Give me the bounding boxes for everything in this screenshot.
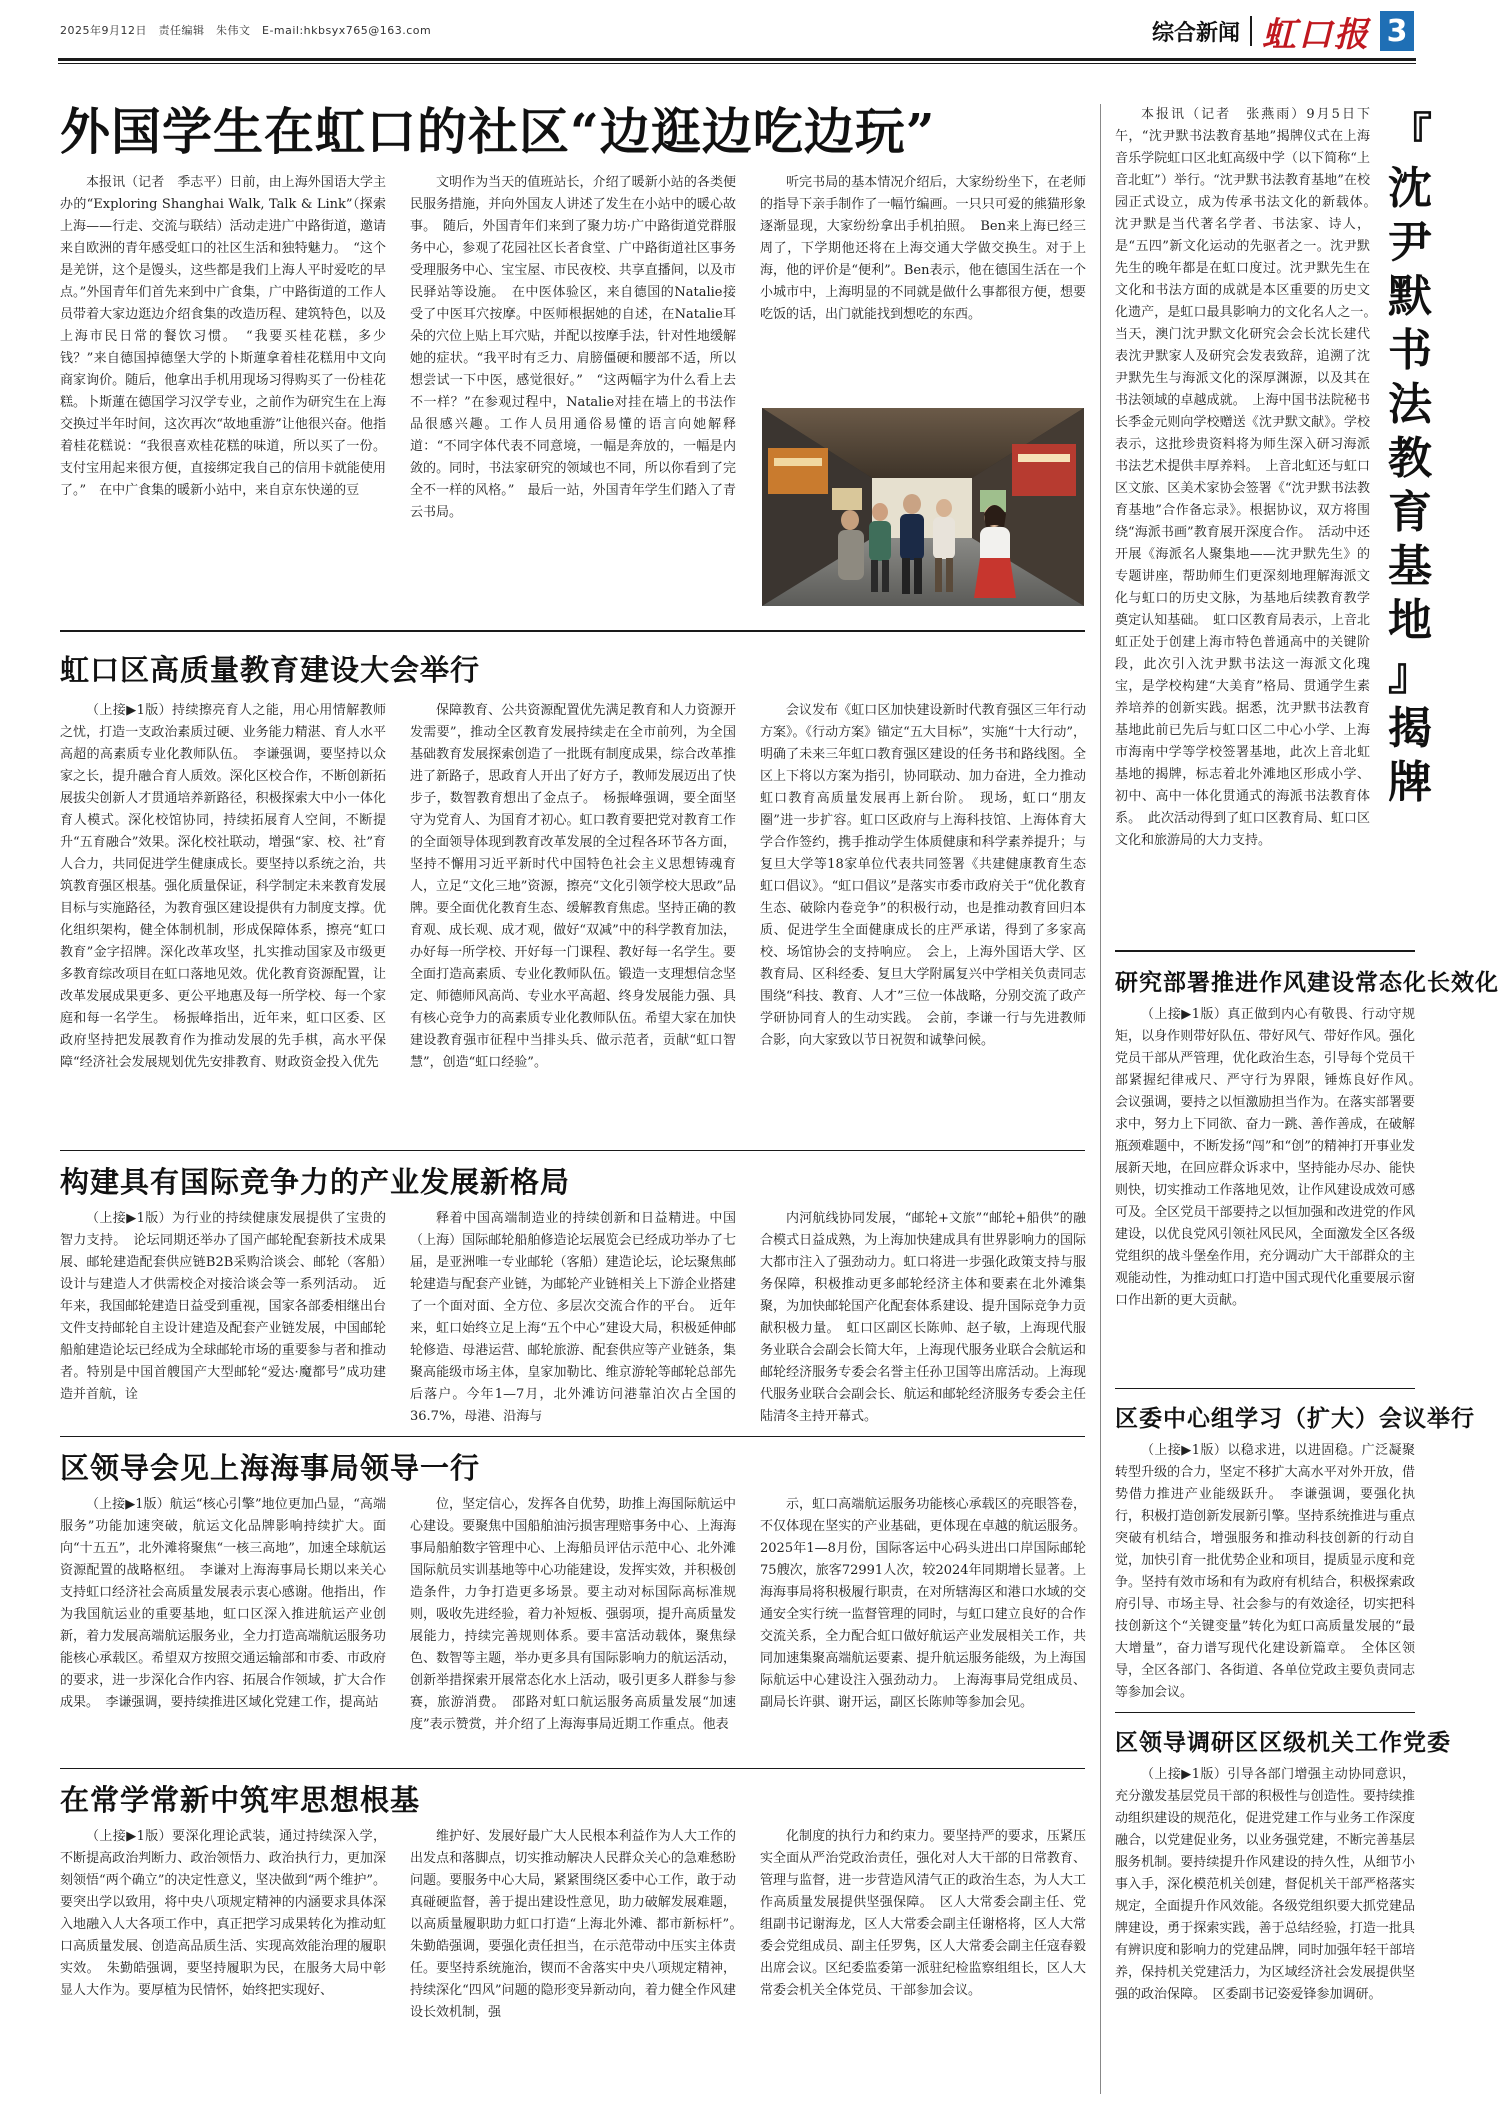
side2-body — [1115, 1004, 1429, 1378]
side2-headline: 研究部署推进作风建设常态化长效化 — [1115, 969, 1499, 996]
article4-col3-text: 示，虹口高端航运服务功能核心承载区的亮眼答卷，不仅体现在坚实的产业基础，更体现在卓越的航运服务。2025年1—8月份，国际客运中心码头进出口岸国际邮轮75艘次，旅客72991人次，较2024年同期增长显著。上海海事局将积极履行职责，在对所辖海区和港口水域的交通安全实行统一监督管理的同时，与虹口建立良好的合作交流关系，全力配合虹口做好航运产业发展相关工作，共同加速集聚高端航运要素、提升航运服务能级，为上海国际航运中心建设注入强劲动力。 上海海事局党组成员、副局长许骐、谢开运，副区长陈帅等参加会见。 — [760, 1497, 1086, 1710]
masthead-rule — [58, 58, 1416, 61]
masthead-brand — [1151, 10, 1414, 55]
side1-body — [1115, 104, 1384, 940]
side1-title-char: 默 — [1388, 271, 1432, 322]
article5-col1-text: （上接▶1版）要深化理论武装，通过持续深入学，不断提高政治判断力、政治领悟力、政治执行力，更加深刻领悟“两个确立”的决定性意义，坚决做到“两个维护”。要突出学以致用，将中央八项规定精神的内涵要求具体深入地融入人大各项工作中，真正把学习成果转化为推动虹口高质量发展、创造高品质生活、实现高效能治理的履职实效。 朱勤皓强调，要坚持履职为民，在服务大局中彰显人大作为。要厚植为民情怀，始终把实现好、 — [60, 1829, 386, 1998]
article1-col3-text: 听完书局的基本情况介绍后，大家纷纷坐下，在老师的指导下亲手制作了一幅竹编画。一只只可爱的熊猫形象逐渐显现，大家纷纷拿出手机拍照。 Ben来上海已经三周了，下学期他还将在上海交通大学做交换生。对于上海，他的评价是“便利”。Ben表示，他在德国生活在一个小城市中，上海明显的不同就是做什么事都很方便，想要吃饭的话，出门就能找到想吃的东西。 — [760, 175, 1086, 322]
section-name: 综合新闻 — [1151, 20, 1240, 46]
side3-body — [1115, 1440, 1415, 1704]
article5-headline: 在常学常新中筑牢思想根基 — [60, 1783, 421, 1817]
article1-col1 — [60, 172, 386, 624]
side1-body-text: 本报讯（记者 张燕雨）9月5日下午，“沈尹默书法教育基地”揭牌仪式在上海音乐学院虹口区北虹高级中学（以下简称“上音北虹”）举行。“沈尹默书法教育基地”在校园正式设立，成为传承书法文化的新载体。 沈尹默是当代著名学者、书法家、诗人，是“五四”新文化运动的先驱者之一。沈尹默先生的晚年都是在虹口度过。沈尹默先生在文化和书法方面的成就是本区重要的历史文化遗产，是虹口最具影响力的文化名人之一。 当天，澳门沈尹默文化研究会会长沈长建代表沈尹默家人及研究会发表致辞，追溯了沈尹默先生与海派文化的深厚渊源，以及其在书法领域的卓越成就。 上海中国书法院秘书长季金元则向学校赠送《沈尹默文献》。学校表示，这批珍贵资料将为师生深入研习海派书法艺术提供丰厚养料。 上音北虹还与虹口区文旅、区美术家协会签署《“沈尹默书法教育基地”合作备忘录》。根据协议，双方将围绕“海派书画”教育展开深度合作。 活动中还开展《海派名人聚集地——沈尹默先生》的专题讲座，帮助师生们更深刻地理解海派文化与虹口的历史文脉，为基地后续教育教学奠定认知基础。 虹口区教育局表示，上音北虹正处于创建上海市特色普通高中的关键阶段，此次引入沈尹默书法这一海派文化瑰宝，是学校构建“大美育”格局、贯通学生素养培养的创新实践。据悉，沈尹默书法教育基地此前已先后与虹口区二中心小学、上海市海南中学等学校签署基地，此次上音北虹基地的揭牌，标志着北外滩地区形成小学、初中、高中一体化贯通式的海派书法教育体系。 此次活动得到了虹口区教育局、虹口区文化和旅游局的大力支持。 — [1115, 107, 1384, 848]
article5-col3 — [760, 1826, 1086, 2090]
article4-col2 — [410, 1494, 736, 1758]
divider-side3 — [1115, 1712, 1415, 1713]
side1-title-char: 揭 — [1388, 703, 1432, 754]
divider-article2 — [60, 1150, 1085, 1151]
divider-article3 — [60, 1436, 1085, 1437]
masthead-info: 2025年9月12日 责任编辑 朱伟文 E-mail:hkbsyx765@163.com — [60, 24, 432, 37]
article5-col1 — [60, 1826, 386, 2090]
article2-col1 — [60, 700, 386, 1140]
masthead-rule-thin — [58, 63, 1416, 64]
article2-col1-text: （上接▶1版）持续擦亮育人之能，用心用情解教师之忧，打造一支政治素质过硬、业务能力精湛、育人水平高超的高素质专业化教师队伍。 李谦强调，要坚持以众家之长，提升融合育人质效。深化区校合作，不断创新拓展拔尖创新人才贯通培养新路径，积极探索大中小一体化育人模式。深化校馆协同，持续拓展育人空间，不断提升“五育融合”效果。深化校社联动，增强“家、校、社”育人合力，共同促进学生健康成长。要坚持以系统之治，共筑教育强区根基。强化质量保证，科学制定未来教育发展目标与实施路径，为教育强区建设提供有力制度支撑。优化组织架构，健全体制机制，形成保障体系，擦亮“虹口教育”金字招牌。深化改革攻坚，扎实推动国家及市级更多教育综改项目在虹口落地见效。优化教育资源配置，让改革发展成果更多、更公平地惠及每一所学校、每一个家庭和每一名学生。 杨振峰指出，近年来，虹口区委、区政府坚持把发展教育作为推动发展的先手棋，高水平保障“经济社会发展规划优先安排教育、财政资金投入优先 — [60, 703, 386, 1070]
side1-title-char: 基 — [1388, 541, 1432, 592]
side1-title-char: 地 — [1388, 595, 1432, 646]
masthead-divider — [1250, 16, 1252, 46]
side1-title-char: 书 — [1388, 325, 1432, 376]
article5-col2-text: 维护好、发展好最广大人民根本利益作为人大工作的出发点和落脚点，切实推动解决人民群众关心的急难愁盼问题。要服务中心大局，紧紧围绕区委中心工作，敢于动真碰硬监督，善于提出建设性意见，助力破解发展难题，以高质量履职助力虹口打造“上海北外滩、都市新标杆”。 朱勤皓强调，要强化责任担当，在示范带动中压实主体责任。要坚持系统施治，锲而不舍落实中央八项规定精神，持续深化“四风”问题的隐形变异新动向，着力健全作风建设长效机制，强 — [410, 1829, 750, 2020]
side1-title-char: 尹 — [1388, 217, 1432, 268]
side1-title-char: 育 — [1388, 487, 1432, 538]
side4-headline: 区领导调研区区级机关工作党委 — [1115, 1729, 1451, 1756]
side1-vertical-title — [1378, 108, 1442, 810]
article4-col3 — [760, 1494, 1086, 1758]
column-divider-right — [1100, 104, 1101, 2094]
page-number: 3 — [1380, 11, 1414, 51]
side1-title-char: 沈 — [1388, 163, 1432, 214]
side3-body-text: （上接▶1版）以稳求进，以进固稳。广泛凝聚转型升级的合力，坚定不移扩大高水平对外开放，借势借力推进产业能级跃升。 李谦强调，要强化执行，积极打造创新发展新引擎。坚持系统推进与重点突破有机结合，增强服务和推动科技创新的行动自觉，加快引育一批优势企业和项目，提质显示度和竞争。坚持有效市场和有为政府有机结合，积极探索政府引导、市场主导、社会参与的有效途径，切实把科技创新这个“关键变量”转化为虹口高质量发展的“最大增量”，奋力谱写现代化建设新篇章。 全体区领导，全区各部门、各街道、各单位党政主要负责同志等参加会议。 — [1115, 1443, 1415, 1700]
divider-article1 — [60, 630, 1085, 632]
article2-col3-text: 会议发布《虹口区加快建设新时代教育强区三年行动方案》。《行动方案》锚定“五大目标”，实施“十大行动”，明确了未来三年虹口教育强区建设的任务书和路线图。全区上下将以方案为指引，协同联动、加力奋进，全力推动虹口教育高质量发展再上新台阶。 现场，虹口“朋友圈”进一步扩容。虹口区政府与上海科技馆、上海体育大学合作签约，携手推动学生体质健康和科学素养提升；与复旦大学等18家单位代表共同签署《共建健康教育生态虹口倡议》。“虹口倡议”是落实市委市政府关于“优化教育生态、破除内卷竞争”的积极行动，也是推动教育回归本质、促进学生全面健康成长的庄严承诺，得到了多家高校、场馆协会的支持响应。 会上，上海外国语大学、区教育局、区科经委、复旦大学附属复兴中学相关负责同志围绕“科技、教育、人才”三位一体战略，分别交流了政产学研协同育人的生动实践。 会前，李谦一行与先进教师合影，向大家致以节日祝贺和诚挚问候。 — [760, 703, 1086, 1048]
article4-headline: 区领导会见上海海事局领导一行 — [60, 1451, 481, 1485]
side2-body-text: （上接▶1版）真正做到内心有敬畏、行动守规矩，以身作则带好队伍、带好风气、带好作风。强化党员干部从严管理，优化政治生态，引导每个党员干部紧握纪律戒尺、严守行为界限，锤炼良好作风。 会议强调，要持之以恒激励担当作为。在落实部署要求中，努力上下同欲、奋力一跳、善作善成，在破解瓶颈难题中，不断发扬“闯”和“创”的精神打开事业发展新天地，在回应群众诉求中，坚持能办尽办、能快则快，切实推动工作落地见效，让作风建设成效可感可及。全区党员干部要持之以恒加强和改进党的作风建设，以优良党风引领社风民风，全面激发全区各级党组织的战斗堡垒作用，充分调动广大干部群众的主观能动性，为推动虹口打造中国式现代化重要展示窗口作出新的更大贡献。 — [1115, 1007, 1429, 1308]
article5-col2 — [410, 1826, 750, 2090]
article1-headline: 外国学生在虹口的社区“边逛边吃边玩” — [60, 102, 936, 161]
side1-title-char: 法 — [1388, 379, 1432, 430]
article2-col2 — [410, 700, 736, 1140]
side1-title-char: 教 — [1388, 433, 1432, 484]
article4-col1 — [60, 1494, 386, 1758]
article3-col3 — [760, 1208, 1086, 1426]
article4-col1-text: （上接▶1版）航运“核心引擎”地位更加凸显，“高端服务”功能加速突破，航运文化品牌影响持续扩大。面向“十五五”，北外滩将聚焦“一核三高地”，加速全球航运资源配置的战略枢纽。 李谦对上海海事局长期以来关心支持虹口经济社会高质量发展表示衷心感谢。他指出，作为我国航运业的重要基地，虹口区深入推进航运产业创新，着力发展高端航运服务业，全力打造高端航运服务功能核心承载区。希望双方按照交通运输部和市委、市政府的要求，进一步深化合作内容、拓展合作领域，扩大合作成果。 李谦强调，要持续推进区域化党建工作，提高站 — [60, 1497, 386, 1710]
side1-title-char: 牌 — [1388, 757, 1432, 808]
side1-title-char: 』 — [1388, 649, 1432, 700]
divider-side2 — [1115, 1388, 1415, 1389]
side1-title-char: 『 — [1388, 109, 1432, 160]
article3-col2-text: 释着中国高端制造业的持续创新和日益精进。中国（上海）国际邮轮船舶修造论坛展览会已经成功举办了七届，是亚洲唯一专业邮轮（客船）建造论坛，论坛聚焦邮轮建造与配套产业链，为邮轮产业链相关上下游企业搭建了一个面对面、全方位、多层次交流合作的平台。 近年来，虹口始终立足上海“五个中心”建设大局，积极延伸邮轮修造、母港运营、邮轮旅游、配套供应等产业链条，集聚高能级市场主体，皇家加勒比、维京游轮等邮轮总部先后落户。今年1—7月，北外滩访问港靠泊次占全国的36.7%，母港、沿海与 — [410, 1211, 736, 1424]
article1-col1-text: 本报讯（记者 季志平）日前，由上海外国语大学主办的“Exploring Shanghai Walk, Talk & Link”（探索上海——行走、交流与联结）活动走进广中路街道，邀请来自欧洲的青年感受虹口的社区生活和独特魅力。 “这个是羌饼，这个是馒头，这些都是我们上海人平时爱吃的早点。”外国青年们首先来到中广食集，广中路街道的工作人员带着大家边逛边介绍食集的改造历程、建筑特色，以及上海市民日常的餐饮习惯。 “我要买桂花糕，多少钱？”来自德国掉德堡大学的卜斯蓮拿着桂花糕用中文向商家询价。随后，他拿出手机用现场习得购买了一份桂花糕。卜斯蓮在德国学习汉学专业，之前作为研究生在上海交换过半年时间，这次再次“故地重游”让他很兴奋。他指着桂花糕说：“我很喜欢桂花糕的味道，所以买了一份。支付宝用起来很方便，直接绑定我自己的信用卡就能使用了。” 在中广食集的暖新小站中，来自京东快递的豆 — [60, 175, 386, 498]
article3-col3-text: 内河航线协同发展，“邮轮+文旅”“邮轮+船供”的融合模式日益成熟，为上海加快建成具有世界影响力的国际大都市注入了强劲动力。虹口将进一步强化政策支持与服务保障，积极推动更多邮轮经济主体和要素在北外滩集聚，为加快邮轮国产化配套体系建设、提升国际竞争力贡献积极力量。 虹口区副区长陈帅、赵子敏，上海现代服务业联合会副会长简大年，上海现代服务业联合会航运和邮轮经济服务专委会名誉主任孙卫国等出席活动。上海现代服务业联合会副会长、航运和邮轮经济服务专委会主任陆清冬主持开幕式。 — [760, 1211, 1086, 1424]
market-photo — [762, 408, 1084, 606]
side4-body — [1115, 1764, 1415, 2094]
paper-logo: 虹口报 — [1262, 14, 1370, 55]
article5-col3-text: 化制度的执行力和约束力。要坚持严的要求，压紧压实全面从严治党政治责任，强化对人大干部的日常教育、管理与监督，进一步营造风清气正的政治生态，为人大工作高质量发展提供坚强保障。 区人大常委会副主任、党组副书记谢海龙，区人大常委会副主任谢格将，区人大常委会党组成员、副主任罗隽，区人大常委会副主任寇春毅出席会议。区纪委监委第一派驻纪检监察组组长，区人大常委会机关全体党员、干部参加会议。 — [760, 1829, 1086, 1998]
article2-headline: 虹口区高质量教育建设大会举行 — [60, 653, 481, 687]
article3-headline: 构建具有国际竞争力的产业发展新格局 — [60, 1165, 571, 1199]
article3-col1-text: （上接▶1版）为行业的持续健康发展提供了宝贵的智力支持。 论坛同期还举办了国产邮轮配套新技术成果展、邮轮建造配套供应链B2B采购洽谈会、邮轮（客船）设计与建造人才供需校企对接洽谈会等一系列活动。 近年来，我国邮轮建造日益受到重视，国家各部委相继出台文件支持邮轮自主设计建造及配套产业链发展，中国邮轮船舶建造论坛已经成为全球邮轮市场的重要参与者和推动者。特别是中国首艘国产大型邮轮“爱达·魔都号”成功建造并首航，诠 — [60, 1211, 386, 1402]
divider-article4 — [60, 1768, 1085, 1769]
article2-col3 — [760, 700, 1086, 1140]
market-photo-image — [762, 408, 1084, 606]
article3-col2 — [410, 1208, 736, 1426]
article3-col1 — [60, 1208, 386, 1426]
side4-body-text: （上接▶1版）引导各部门增强主动协同意识，充分激发基层党员干部的积极性与创造性。要持续推动组织建设的规范化，促进党建工作与业务工作深度融合，以党建促业务，以业务强党建，不断完善基层服务机制。要持续提升作风建设的持久性，从细节小事入手，深化模范机关创建，督促机关干部严格落实规定，全面提升作风效能。各级党组织要大抓党建品牌建设，勇于探索实践，善于总结经验，打造一批具有辨识度和影响力的党建品牌，同时加强年轻干部培养，保持机关党建活力，为区域经济社会发展提供坚强的政治保障。 区委副书记姿爱锋参加调研。 — [1115, 1767, 1415, 2002]
article1-col2 — [410, 172, 736, 624]
article4-col2-text: 位，坚定信心，发挥各自优势，助推上海国际航运中心建设。要聚焦中国船舶油污损害理赔事务中心、上海海事局船舶数字管理中心、上海船员评估示范中心、北外滩国际航员实训基地等中心功能建设，发挥实效，并积极创造条件，力争打造更多场景。要主动对标国际高标准规则，吸收先进经验，着力补短板、强弱项，提升高质量发展能力，持续完善规则体系。要丰富活动载体，聚焦绿色、数智等主题，举办更多具有国际影响力的航运活动，创新举措探索开展常态化水上活动，吸引更多人群参与参赛，旅游消费。 邵路对虹口航运服务高质量发展“加速度”表示赞赏，并介绍了上海海事局近期工作重点。他表 — [410, 1497, 736, 1732]
article1-col3 — [760, 172, 1086, 398]
divider-side1 — [1115, 950, 1415, 952]
article1-col2-text: 文明作为当天的值班站长，介绍了暖新小站的各类便民服务措施，并向外国友人讲述了发生在小站中的暖心故事。 随后，外国青年们来到了聚力坊·广中路街道党群服务中心，参观了花园社区长者食堂、广中路街道社区事务受理服务中心、宝宝屋、市民夜校、共享直播间，以及市民驿站等设施。 在中医体验区，来自德国的Natalie接受了中医耳穴按摩。中医师根据她的自述，在Natalie耳朵的穴位上贴上耳穴贴，并配以按摩手法，针对性地缓解她的症状。“我平时有乏力、肩膀僵硬和腰部不适，所以想尝试一下中医，感觉很好。” “这两幅字为什么看上去不一样？”在参观过程中，Natalie对挂在墙上的书法作品很感兴趣。工作人员用通俗易懂的语言向她解释道：“不同字体代表不同意境，一幅是奔放的，一幅是内敛的。同时，书法家研究的领域也不同，所以你看到了完全不一样的风格。” 最后一站，外国青年学生们踏入了青云书局。 — [410, 175, 736, 520]
article2-col2-text: 保障教育、公共资源配置优先满足教育和人力资源开发需要”，推动全区教育发展持续走在全市前列，为全国基础教育发展探索创造了一批既有制度成果，综合改革推进了新路子，思政育人开出了好方子，教师发展迈出了快步子，数智教育想出了金点子。 杨振峰强调，要全面坚守为党育人、为国育才初心。虹口教育要把党对教育工作的全面领导体现到教育改革发展的全过程各环节各方面，坚持不懈用习近平新时代中国特色社会主义思想铸魂育人，立足“文化三地”资源，擦亮“文化引领学校大思政”品牌。要全面优化教育生态、缓解教育焦虑。坚持正确的教育观、成长观、成才观，做好“双减”中的科学教育加法，办好每一所学校、开好每一门课程、教好每一名学生。要全面打造高素质、专业化教师队伍。锻造一支理想信念坚定、师德师风高尚、专业水平高超、终身发展能力强、具有核心竞争力的高素质专业化教师队伍。希望大家在加快建设教育强市征程中当排头兵、做示范者，贡献“虹口智慧”，创造“虹口经验”。 — [410, 703, 736, 1070]
side3-headline: 区委中心组学习（扩大）会议举行 — [1115, 1405, 1475, 1432]
